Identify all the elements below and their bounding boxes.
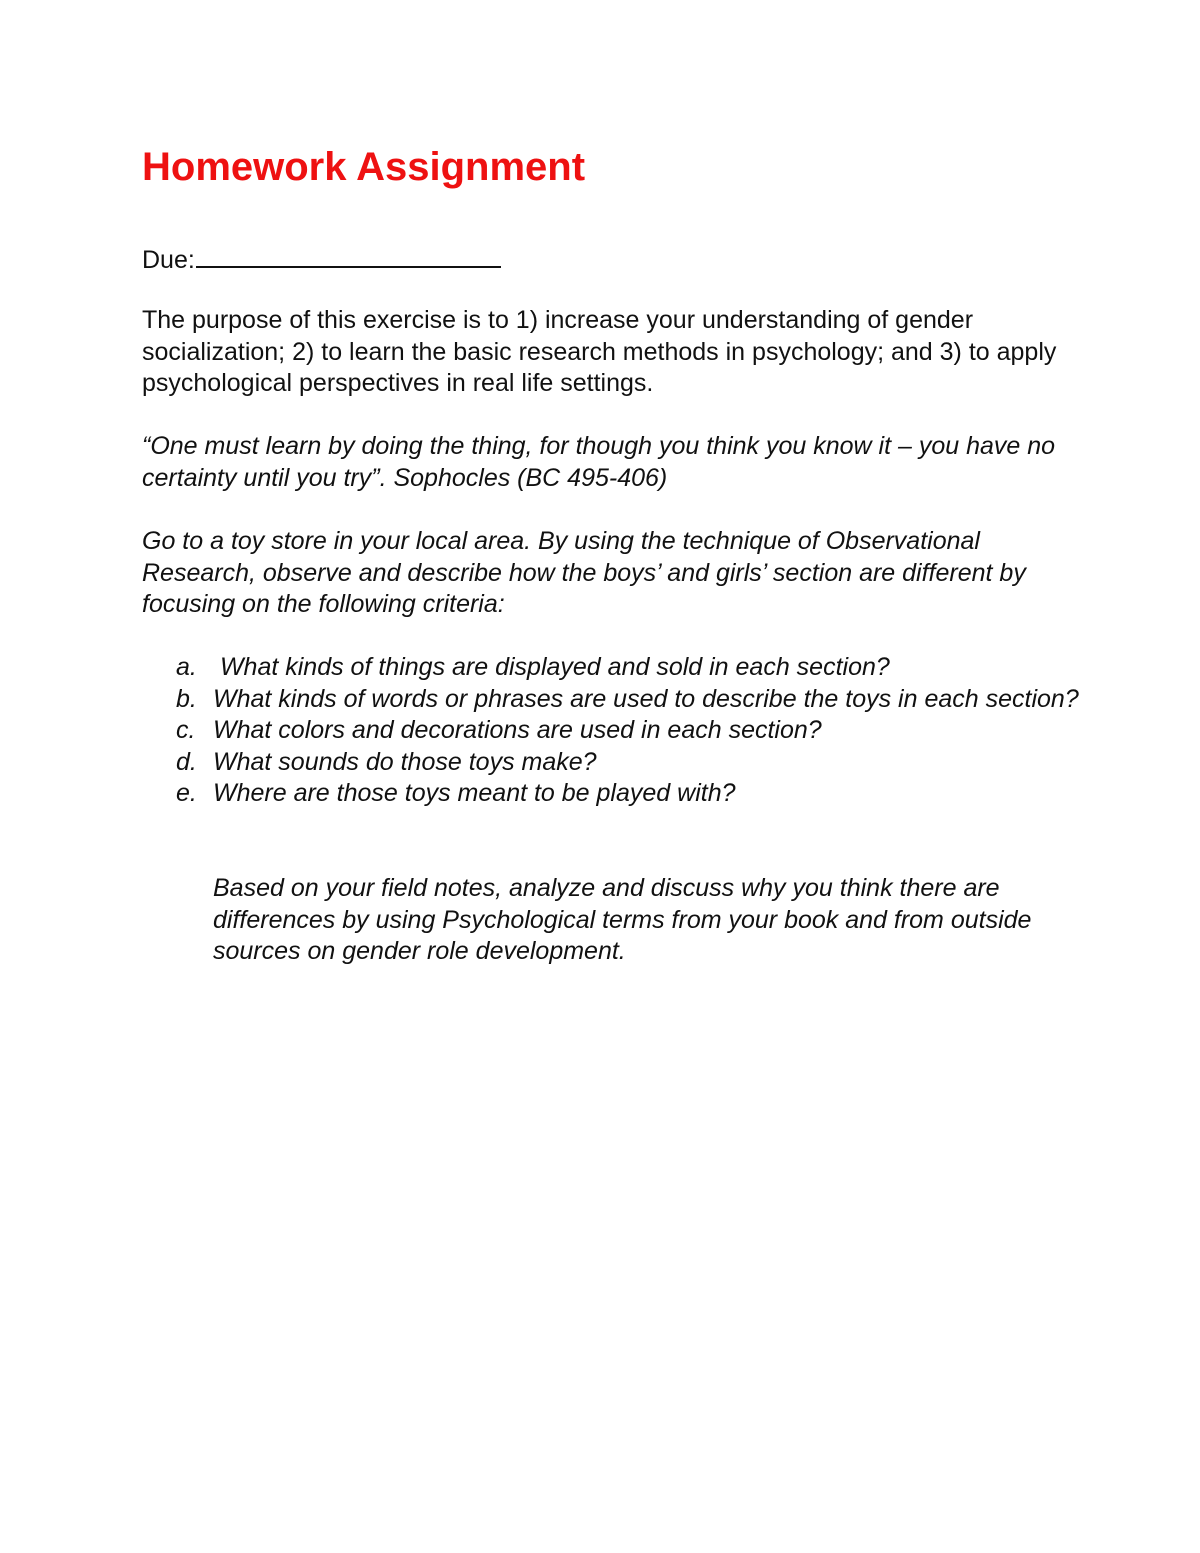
criteria-marker: e. [176,779,197,807]
criteria-marker: c. [176,716,196,744]
criteria-item [142,652,1082,684]
criteria-marker: d. [176,747,197,776]
document-title: Homework Assignment [142,145,586,189]
due-label: Due: [142,246,195,274]
purpose-paragraph: The purpose of this exercise is to 1) increase your understanding of gender socialization; 2) to learn the basic research methods in psychology; and 3) to apply psychological perspectives in real life settings. [142,306,1057,397]
criteria-item [142,715,1082,747]
sophocles-quote: “One must learn by doing the thing, for though you think you know it – you have no certainty until you try”. Sophocles (BC 495-406) [142,432,1056,492]
instructions-paragraph: Go to a toy store in your local area. By using the technique of Observational Research, observe and describe how the boys’ and girls’ section are different by focusing on the following criteria: [142,527,1026,618]
criteria-text: What kinds of things are displayed and sold in each section? [213,653,890,681]
criteria-marker: a. [176,653,197,681]
criteria-item [142,778,1082,810]
criteria-item [142,747,1082,779]
criteria-text: Where are those toys meant to be played with? [213,779,736,807]
criteria-marker: b. [176,684,197,713]
criteria-item [142,684,1082,716]
due-line [142,242,501,276]
due-date-blank [196,242,501,268]
criteria-text: What colors and decorations are used in each section? [213,716,822,744]
criteria-text: What kinds of words or phrases are used to describe the toys in each section? [213,684,1079,713]
criteria-text: What sounds do those toys make? [213,747,597,776]
analysis-paragraph: Based on your field notes, analyze and discuss why you think there are differences by using Psychological terms from your book and from outside sources on gender role development. [213,874,1032,965]
criteria-list [142,652,1082,810]
